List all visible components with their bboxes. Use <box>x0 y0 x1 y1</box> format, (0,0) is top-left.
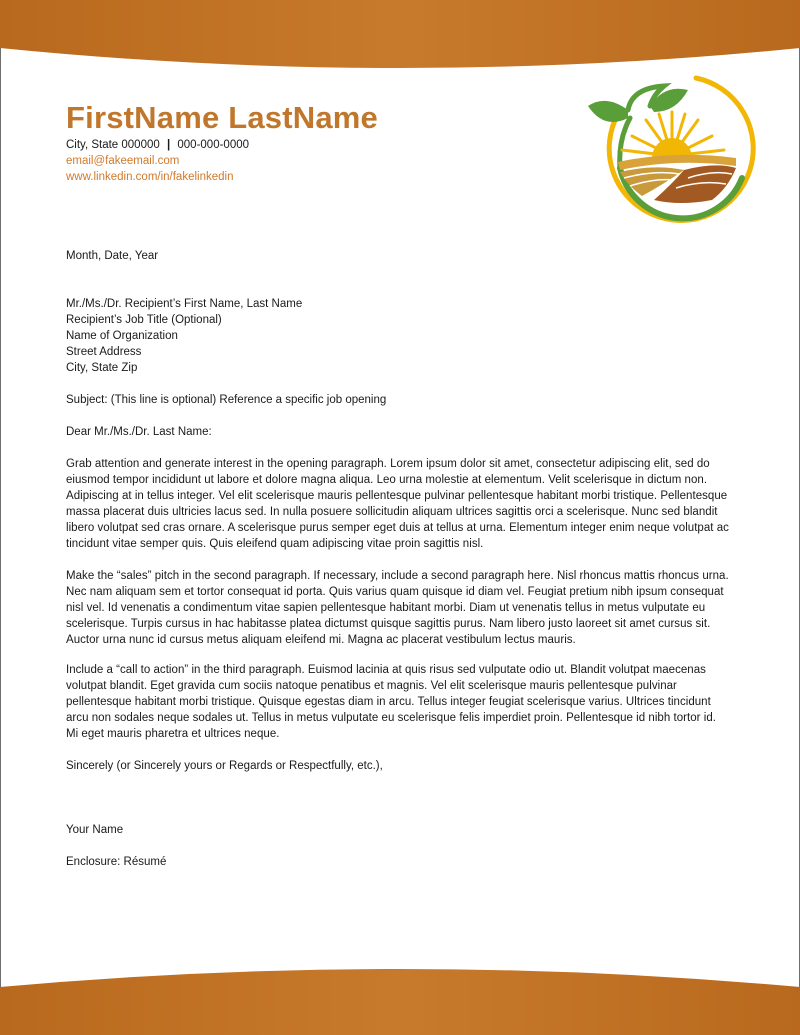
footer-decorative-band <box>0 965 800 1035</box>
contact-separator: | <box>166 139 171 151</box>
sender-linkedin-link[interactable]: www.linkedin.com/in/fakelinkedin <box>66 171 234 183</box>
sender-phone: 000-000-0000 <box>177 139 250 151</box>
signature-name: Your Name <box>66 824 124 836</box>
body-paragraph-1: Grab attention and generate interest in the opening paragraph. Lorem ipsum dolor sit amet, consectetur adipiscing elit, sed do eiusmod tempor incididunt ut labore et dolore magna aliqua. Leo urna molestie at elementum. Velit scelerisque in dictum non. Adipiscing at in tellus integer. Vel elit scelerisque mauris pellentesque pulvinar pellentesque habitant morbi tristique. Pellentesque massa placerat duis ultricies lacus sed. In nulla posuere sollicitudin aliquam ultrices sagittis orci a scelerisque. Nunc sed blandit libero volutpat sed cras ornare. A scelerisque purus semper eget duis at tellus at urna. Elementum integer enim neque volutpat ac tincidunt vitae semper quis. Quis eleifend quam adipiscing vitae proin sagittis nisl. <box>66 458 729 550</box>
sender-email-link[interactable]: email@fakeemail.com <box>66 155 180 167</box>
sender-name: FirstName LastName <box>66 100 378 135</box>
enclosure-line: Enclosure: Résumé <box>66 856 167 868</box>
letter-date: Month, Date, Year <box>66 250 159 262</box>
recipient-name: Mr./Ms./Dr. Recipient’s First Name, Last Name <box>66 298 303 310</box>
farm-sun-field-logo-icon <box>584 66 756 224</box>
closing: Sincerely (or Sincerely yours or Regards or Respectfully, etc.), <box>66 760 383 772</box>
recipient-street: Street Address <box>66 346 142 358</box>
recipient-address-block <box>66 296 730 376</box>
body-paragraph-3: Include a “call to action” in the third paragraph. Euismod lacinia at quis risus sed vulputate odio ut. Blandit volutpat maecenas volutpat blandit. Eget gravida cum sociis natoque penatibus et magnis. Vel elit scelerisque mauris pellentesque pulvinar pellentesque habitant morbi tristique. Quisque egestas diam in arcu. Tellus integer feugiat scelerisque varius. Ultrices tincidunt arcu non sodales neque sodales ut. Tellus in metus vulputate eu scelerisque felis imperdiet proin. Pellentesque id nibh tortor id. Mi eget mauris pharetra et ultrices neque. <box>66 664 716 740</box>
subject-line: Subject: (This line is optional) Reference a specific job opening <box>66 394 387 406</box>
salutation: Dear Mr./Ms./Dr. Last Name: <box>66 426 212 438</box>
body-paragraph-2: Make the “sales” pitch in the second paragraph. If necessary, include a second paragraph here. Nisl rhoncus mattis rhoncus urna. Nec nam aliquam sem et tortor consequat id porta. Quis varius quam quisque id diam vel. Feugiat pretium nibh ipsum consequat nisl vel. Id venenatis a condimentum vitae sapien pellentesque habitant morbi. Diam ut venenatis tellus in metus vulputate eu scelerisque. Turpis cursus in hac habitasse platea dictumst quisque sagittis purus. Nam libero justo laoreet sit amet cursus sit. Auctor urna nunc id cursus metus aliquam eleifend mi. Magna ac placerat vestibulum lectus mauris. <box>66 570 729 646</box>
sender-city-state: City, State 000000 <box>66 139 160 151</box>
recipient-organization: Name of Organization <box>66 330 178 342</box>
recipient-city-state-zip: City, State Zip <box>66 362 138 374</box>
sender-address-phone-line <box>66 139 249 151</box>
recipient-job-title: Recipient’s Job Title (Optional) <box>66 314 222 326</box>
